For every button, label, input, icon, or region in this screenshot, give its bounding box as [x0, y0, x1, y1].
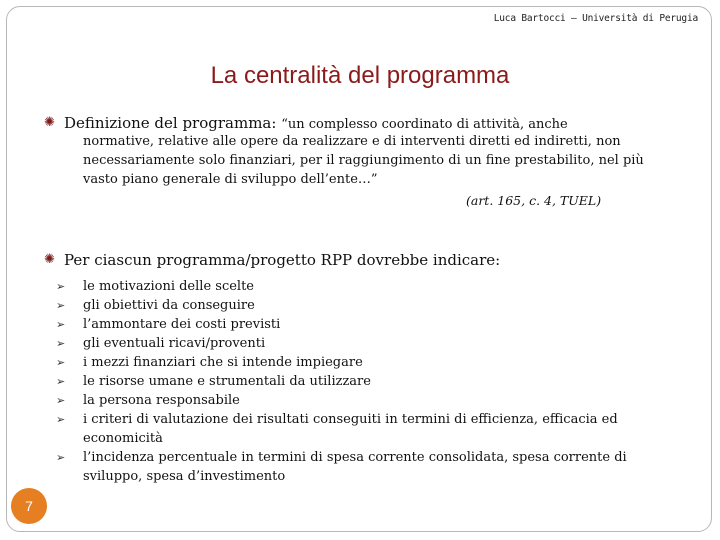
definition-quote-body: normative, relative alle opere da realizzare e di interventi diretti ed indiretti, non necessariamente solo finanziari, per il raggiungimento di un fine prestabilito, nel più vasto piano generale di sviluppo dell’ente…”	[83, 134, 644, 187]
list-item: ➢ gli obiettivi da conseguire	[56, 298, 255, 313]
requirements-title: Per ciascun programma/progetto RPP dovrebbe indicare:	[64, 251, 501, 269]
header-credit: Luca Bartocci – Università di Perugia	[493, 13, 698, 24]
list-item: ➢ l’incidenza percentuale in termini di spesa corrente consolidata, spesa corrente di sviluppo, spesa d’investimento	[56, 450, 627, 484]
arrow-bullet-icon: ➢	[56, 356, 66, 369]
arrow-bullet-icon: ➢	[56, 318, 66, 331]
arrow-bullet-icon: ➢	[56, 394, 66, 407]
list-item: ➢ le risorse umane e strumentali da utilizzare	[56, 374, 371, 389]
arrow-bullet-icon: ➢	[56, 337, 66, 350]
list-item: ➢ gli eventuali ricavi/proventi	[56, 336, 266, 351]
list-item: ➢ i mezzi finanziari che si intende impiegare	[56, 355, 363, 370]
list-item: ➢ i criteri di valutazione dei risultati conseguiti in termini di efficienza, efficacia ed economicità	[56, 412, 618, 446]
arrow-bullet-icon: ➢	[56, 413, 66, 426]
list-item: ➢ la persona responsabile	[56, 393, 240, 408]
definition-quote-first: “un complesso coordinato di attività, anche	[281, 117, 568, 132]
list-item: ➢ l’ammontare dei costi previsti	[56, 317, 281, 332]
swirl-bullet-icon: ✺	[44, 252, 55, 267]
page-number-badge: 7	[11, 488, 47, 524]
arrow-bullet-icon: ➢	[56, 375, 66, 388]
swirl-bullet-icon: ✺	[44, 115, 55, 130]
slide-title: La centralità del programma	[210, 62, 510, 89]
requirements-lead	[44, 251, 664, 269]
arrow-bullet-icon: ➢	[56, 299, 66, 312]
definition-title: Definizione del programma:	[64, 114, 277, 132]
arrow-bullet-icon: ➢	[56, 451, 66, 464]
citation: (art. 165, c. 4, TUEL)	[466, 193, 602, 208]
arrow-bullet-icon: ➢	[56, 280, 66, 293]
definition-section	[44, 114, 664, 208]
definition-lead	[44, 114, 664, 132]
requirements-section	[44, 251, 664, 486]
requirements-list	[56, 277, 664, 486]
list-item: ➢ le motivazioni delle scelte	[56, 279, 254, 294]
